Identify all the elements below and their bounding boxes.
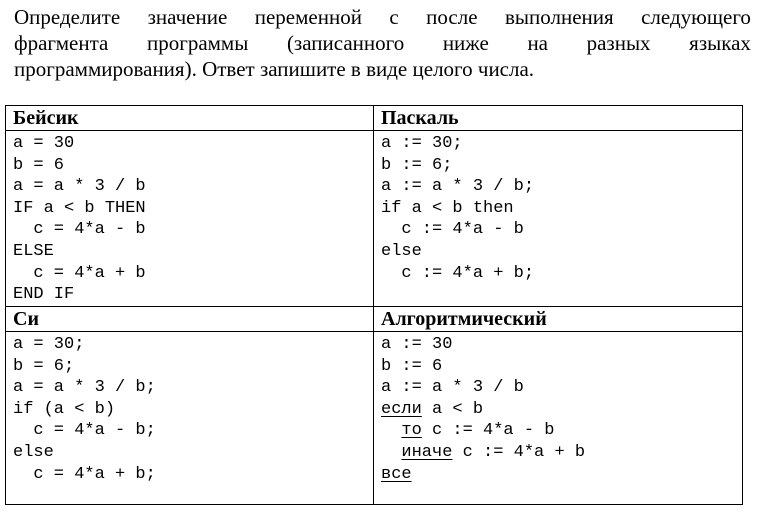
- code-line: [381, 464, 742, 486]
- question-word: программы: [146, 31, 249, 55]
- question-line-1: [14, 4, 751, 30]
- question-word: значение: [147, 5, 228, 29]
- code-line: a = 30: [13, 134, 75, 153]
- keyword: если: [381, 399, 422, 419]
- question-line-2: [14, 30, 751, 56]
- question-word: переменной: [254, 5, 362, 29]
- code-line: [381, 399, 742, 421]
- basic-code: [6, 131, 374, 307]
- question-line-3: программирования). Ответ запишите в виде целого числа.: [14, 57, 535, 81]
- question-word: ниже: [442, 31, 489, 55]
- c-code: [6, 332, 374, 505]
- code-text: a := a * 3 / b: [381, 378, 524, 398]
- keyword: иначе: [401, 442, 453, 462]
- pascal-code: [374, 131, 743, 307]
- code-line: ELSE: [13, 241, 54, 261]
- keyword: то: [401, 421, 422, 441]
- code-line: if (a < b): [13, 399, 116, 419]
- code-line: c = 4*a + b;: [13, 464, 156, 484]
- code-text: a := 30: [381, 335, 453, 354]
- algorithmic-code: [374, 332, 743, 505]
- code-table: [5, 105, 743, 505]
- code-line: else: [13, 442, 54, 462]
- code-line: a = a * 3 / b;: [13, 378, 156, 398]
- question-text: [14, 4, 751, 82]
- question-word: (записанного: [286, 31, 405, 55]
- code-line: [381, 356, 742, 378]
- keyword: все: [381, 464, 412, 484]
- c-header: Си: [6, 307, 374, 332]
- question-word: языках: [689, 31, 751, 55]
- code-line: IF a < b THEN: [13, 198, 146, 218]
- code-text: c := 4*a - b: [421, 421, 555, 441]
- code-line: else: [381, 241, 422, 261]
- question-word: следующего: [641, 5, 751, 29]
- code-line: b = 6;: [13, 356, 75, 376]
- code-text: b := 6: [381, 356, 443, 376]
- code-line: c := 4*a - b: [381, 220, 524, 240]
- question-word: c: [389, 5, 399, 29]
- code-line: c := 4*a + b;: [381, 263, 535, 283]
- code-line: c = 4*a - b: [13, 220, 146, 240]
- code-line: a = a * 3 / b: [13, 177, 146, 197]
- code-line: a = 30;: [13, 335, 85, 354]
- question-word: разных: [586, 31, 651, 55]
- code-line: if a < b then: [381, 198, 514, 218]
- code-line: [381, 442, 742, 464]
- code-line: a := 30;: [381, 134, 463, 153]
- code-line: b := 6;: [381, 155, 453, 175]
- question-word: на: [527, 31, 548, 55]
- code-line: c = 4*a + b: [13, 263, 146, 283]
- question-word: Определите: [14, 5, 121, 29]
- basic-header: Бейсик: [6, 106, 374, 131]
- code-text: a < b: [421, 399, 484, 419]
- code-line: [381, 334, 742, 356]
- question-word: фрагмента: [14, 31, 109, 55]
- code-line: END IF: [13, 285, 75, 305]
- algorithmic-header: Алгоритмический: [374, 307, 743, 332]
- pascal-header: Паскаль: [374, 106, 743, 131]
- code-line: b = 6: [13, 155, 65, 175]
- question-word: после: [426, 5, 478, 29]
- code-line: c = 4*a - b;: [13, 421, 156, 441]
- question-word: выполнения: [505, 5, 614, 29]
- code-text: c := 4*a + b: [452, 442, 586, 462]
- code-line: a := a * 3 / b;: [381, 177, 535, 197]
- code-line: [381, 420, 742, 442]
- code-line: [381, 377, 742, 399]
